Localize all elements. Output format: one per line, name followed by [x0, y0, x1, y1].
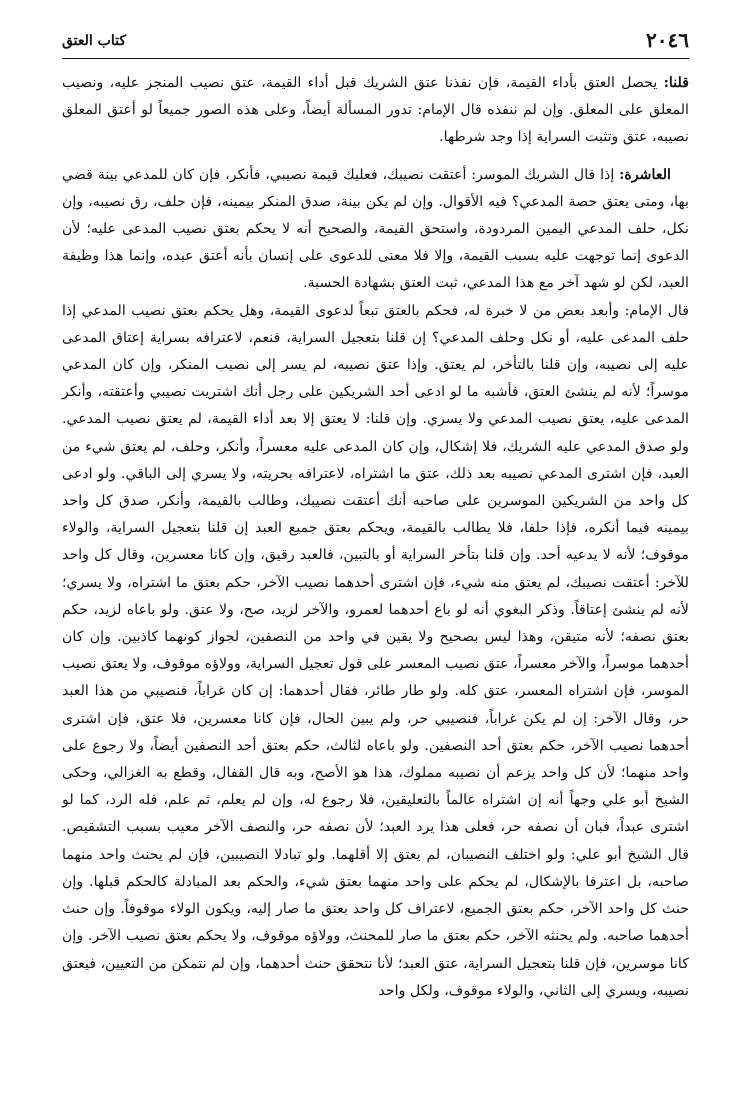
- paragraph-lead: قلنا:: [663, 75, 689, 91]
- paragraph-imam: [62, 298, 689, 1005]
- page-header: [62, 28, 689, 52]
- paragraph-answer: [62, 70, 689, 152]
- paragraph-text: إذا قال الشريك الموسر: أعتقت نصيبك، فعليك قيمة نصيبي، فأنكر، فإن كان للمدعي بينة قضي بها، ومتى يعتق حصة المدعي؟ فيه الأقوال. وإن لم يكن بينة، صدق المنكر بيمينه، فإن حلف، رق نصيبه، وإن نكل، حلف المدعي اليمين المردودة، واستحق القيمة، والصحيح أنه لا يحكم بعتق نصيب المدعى عليه؛ لأن الدعوى إنما توجهت عليه بسبب القيمة، وإلا فلا معنى للدعوى على إنسان بأنه أعتق عبده، وإنما هذا وظيفة العبد، لكن لو شهد آخر مع هذا المدعي، ثبت العتق بشهادة الحسبة.: [62, 166, 689, 292]
- page-body: [62, 70, 689, 1005]
- book-title: كتاب العتق: [62, 33, 127, 49]
- paragraph-text: يحصل العتق بأداء القيمة، فإن نفذنا عتق الشريك قبل أداء القيمة، عتق نصيب المنجز عليه، ونصيب المعلق على المعلق. وإن لم ننفذه قال الإمام: تدور المسألة أيضاً، وعلى هذه الصور جميعاً لو أعتق المعلق نصيبه، عتق وتثبت السراية إذا وجد شرطها.: [62, 75, 689, 146]
- paragraph-tenth-issue: [62, 162, 689, 298]
- header-divider: [62, 58, 689, 59]
- section-heading: العاشرة:: [619, 166, 671, 183]
- page-number: ٢٠٤٦: [646, 28, 689, 52]
- paragraph-text: قال الإمام: وأبعد بعض من لا خبرة له، فحكم بالعتق تبعاً لدعوى القيمة، وهل يحكم بعتق نصيب المدعي إذا حلف المدعى عليه، أو نكل وحلف المدعي؟ إن قلنا بتعجيل السراية، فنعم، لاعترافه بسراية إعتاق المدعى عليه إلى نصيبه، وإن قلنا بالتأخر، لم يعتق. وإذا عتق نصيبه، لم يسر إلى نصيب المنكر، وإن كان المدعي موسراً؛ لأنه لم ينشئ العتق، فأشبه ما لو ادعى أحد الشريكين على رجل أنك اشتريت نصيبي وأعتقته، وأنكر المدعى عليه، يعتق نصيب المدعي ولا يسري. وإن قلنا: لا يعتق إلا بعد أداء القيمة، لم يعتق نصيب المدعي. ولو صدق المدعي عليه الشريك، فلا إشكال، وإن كان المدعى عليه معسراً، وأنكر، وحلف، لم يعتق شيء من العبد، فإن اشترى المدعي نصيبه بعد ذلك، عتق ما اشتراه، لاعترافه بحريته، ولا يسري إلى الباقي. ولو ادعى كل واحد من الشريكين الموسرين على صاحبه أنك أعتقت نصيبك، وطالب بالقيمة، وأنكر، صدق كل واحد بيمينه فيما أنكره، فإذا حلفا، فلا يطالب بالقيمة، ويحكم بعتق جميع العبد إن قلنا بتعجيل السراية، والولاء موقوف؛ لأنه لا يدعيه أحد. وإن قلنا بتأخر السراية أو بالتبين، فالعبد رقيق، وإن كانا معسرين، وقال كل واحد للآخر: أعتقت نصيبك، لم يعتق منه شيء، فإن اشترى أحدهما نصيب الآخر، حكم بعتق ما اشتراه، ولا يسري؛ لأنه لم ينشئ إعتاقاً. وذكر البغوي أنه لو باع أحدهما لعمرو، والآخر لزيد، صح، ولا عتق. ولو باعاه لزيد، حكم بعتق نصفه؛ لأنه متيقن، وهذا ليس بصحيح ولا يقين في واحد من النصفين، لجواز كونهما كاذبين. وإن كان أحدهما موسراً، والآخر معسراً، عتق نصيب المعسر على قول تعجيل السراية، وولاؤه موقوف، ولا يعتق نصيب الموسر، فإن اشتراه المعسر، عتق كله. ولو طار طائر، فقال أحدهما: إن كان غراباً، فنصيبي من هذا العبد حر، وقال الآخر: إن لم يكن غراباً، فنصيبي حر، ولم يبين الحال، فإن كانا معسرين، فلا عتق، فإن اشترى أحدهما نصيب الآخر، حكم بعتق أحد النصفين. ولو باعاه لثالث، حكم بعتق أحد النصفين أيضاً، ولا رجوع على واحد منهما؛ لأن كل واحد يزعم أن نصيبه مملوك، هذا هو الأصح، وبه قال القفال، وقطع به الغزالي، وحكى الشيخ أبو علي وجهاً أنه إن اشتراه عالماً بالتعليقين، فلا رجوع له، وإن لم يعلم، ثم علم، فله الرد، كما لو اشترى عبداً، فبان أن نصفه حر، فعلى هذا يرد العبد؛ لأن نصفه حر، والنصف الآخر معيب بسبب التشقيص. قال الشيخ أبو علي: ولو اختلف النصيبان، لم يعتق إلا أقلهما. ولو تبادلا النصيبين، فإن لم يحنث واحد منهما صاحبه، بل اعترفا بالإشكال، لم يحكم على واحد منهما بعتق شيء، والحكم بعد المبادلة كالحكم قبلها. وإن حنث كل واحد الآخر، حكم بعتق الجميع، لاعتراف كل واحد بعتق ما صار إليه، ويكون الولاء موقوفاً. وإن حنث أحدهما صاحبه. ولم يحنثه الآخر، حكم بعتق ما صار للمحنث، وولاؤه موقوف، ولا يحكم بعتق نصيب الآخر. وإن كانا موسرين، فإن قلنا بتعجيل السراية، عتق العبد؛ لأنا نتحقق حنث أحدهما، وإن لم نتمكن من التعيين، فيعتق نصيبه، ويسري إلى الثاني، والولاء موقوف، ولكل واحد: [62, 302, 689, 999]
